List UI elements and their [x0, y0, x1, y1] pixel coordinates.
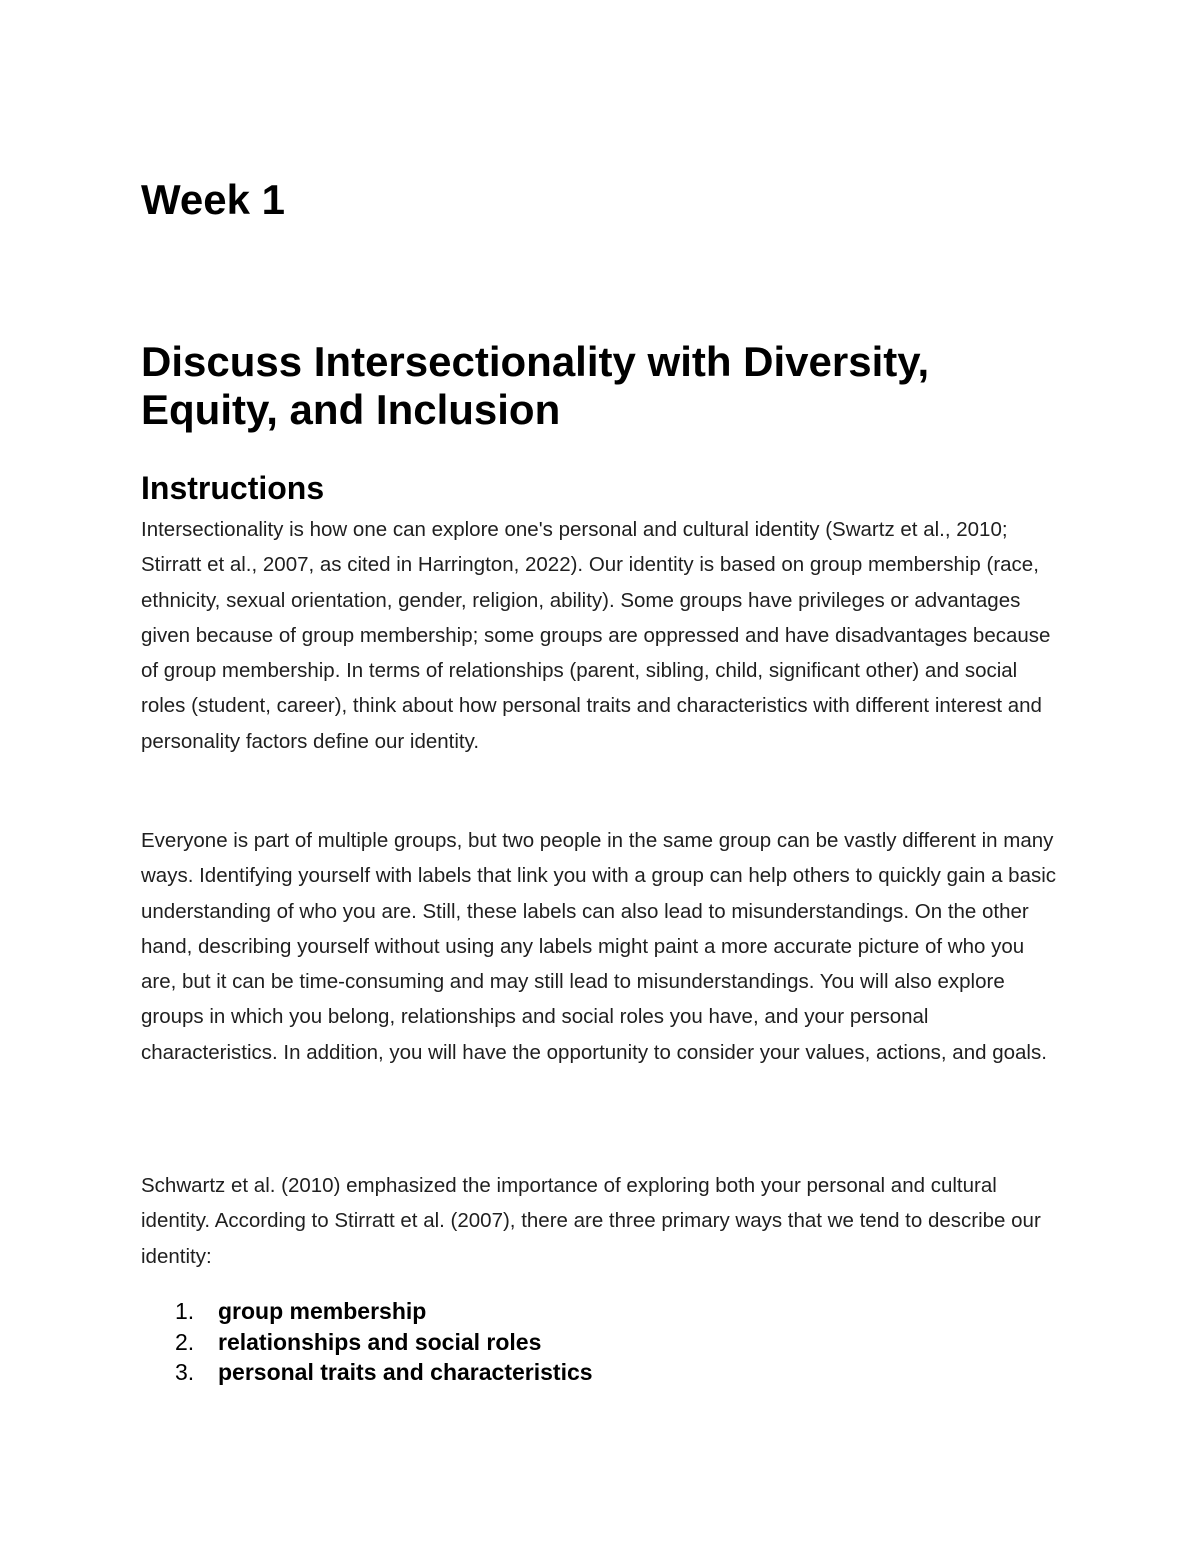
list-item-number: 3. — [175, 1359, 195, 1385]
list-item-number: 2. — [175, 1328, 195, 1355]
list-item-text: personal traits and characteristics — [218, 1359, 593, 1385]
list-item — [141, 1327, 593, 1358]
identity-ways-list — [141, 1296, 593, 1388]
list-item — [141, 1296, 593, 1327]
page-title: Discuss Intersectionality with Diversity, Equity, and Inclusion — [141, 338, 930, 433]
instructions-heading: Instructions — [141, 470, 325, 506]
document-page — [141, 0, 1061, 1553]
week-title: Week 1 — [141, 176, 285, 223]
list-item — [141, 1357, 593, 1388]
paragraph-multiple-groups: Everyone is part of multiple groups, but two people in the same group can be vastly different in many ways. Identifying yourself with labels that link you with a group can help others to quickly gain a basic understanding of who you are. Still, these labels can also lead to misunderstandings. On the other hand, describing yourself without using any labels might paint a more accurate picture of who you are, but it can be time-consuming and may still lead to misunderstandings. You will also explore groups in which you belong, relationships and social roles you have, and your personal characteristics. In addition, you will have the opportunity to consider your values, actions, and goals. — [141, 829, 1057, 1064]
list-item-text: group membership — [218, 1298, 427, 1324]
paragraph-intersectionality: Intersectionality is how one can explore one's personal and cultural identity (Swartz et al., 2010; Stirratt et al., 2007, as cited in Harrington, 2022). Our identity is based on group membership (race, ethnicity, sexual orientation, gender, religion, ability). Some groups have privileges or advantages given because of group membership; some groups are oppressed and have disadvantages because of group membership. In terms of relationships (parent, sibling, child, significant other) and social roles (student, career), think about how personal traits and characteristics with different interest and personality factors define our identity. — [141, 518, 1051, 753]
paragraph-identity-ways: Schwartz et al. (2010) emphasized the importance of exploring both your personal and cultural identity. According to Stirratt et al. (2007), there are three primary ways that we tend to describe our identity: — [141, 1174, 1041, 1268]
list-item-text: relationships and social roles — [218, 1328, 542, 1355]
list-item-number: 1. — [175, 1298, 195, 1324]
